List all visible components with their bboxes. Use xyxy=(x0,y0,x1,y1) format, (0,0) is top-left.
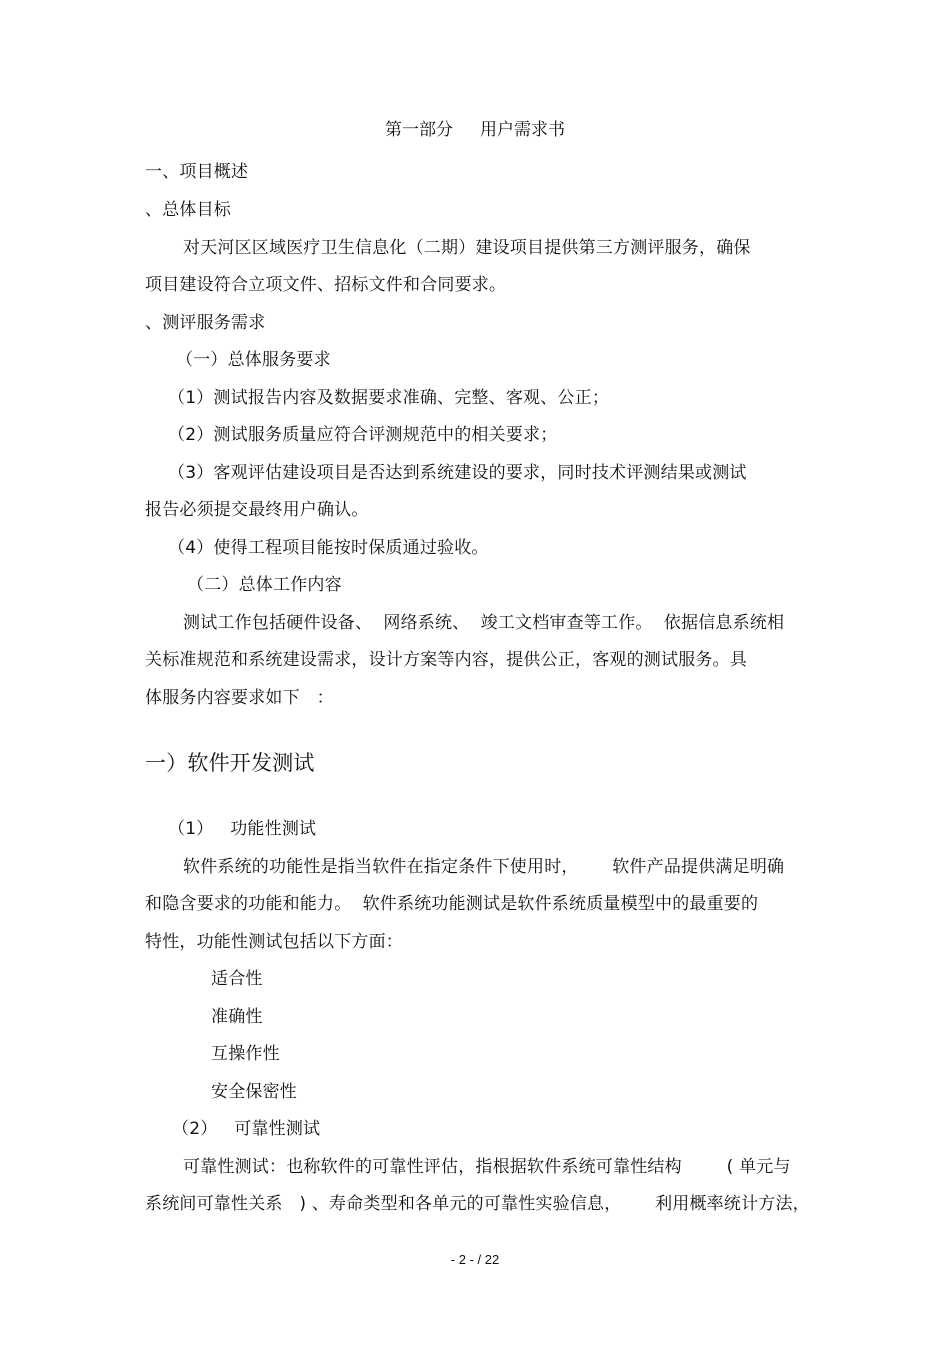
page-number: - 2 - / 22 xyxy=(450,1252,500,1267)
list-item: （2）测试服务质量应符合评测规范中的相关要求； xyxy=(168,425,558,445)
list-item: （3）客观评估建设项目是否达到系统建设的要求，同时技术评测结果或测试 xyxy=(168,463,747,483)
list-item: 互操作性 xyxy=(211,1044,280,1064)
list-item: （4）使得工程项目能按时保质通过验收。 xyxy=(168,538,489,558)
list-item: （1）测试报告内容及数据要求准确、完整、客观、公正； xyxy=(168,388,610,408)
list-item: 适合性 xyxy=(211,969,263,989)
heading-evaluation-needs: 、测评服务需求 xyxy=(145,313,266,333)
paragraph-line: 体服务内容要求如下 ： xyxy=(145,688,334,708)
subheading-work-content: （二）总体工作内容 xyxy=(187,575,342,595)
paragraph-line: 对天河区区域医疗卫生信息化（二期）建设项目提供第三方测评服务，确保 xyxy=(183,238,751,258)
subsection-heading-reliability: （2） 可靠性测试 xyxy=(172,1119,321,1139)
paragraph-line: 和隐含要求的功能和能力。 软件系统功能测试是软件系统质量模型中的最重要的 xyxy=(145,894,759,914)
page-title: 第一部分 用户需求书 xyxy=(384,120,566,140)
paragraph-line: 测试工作包括硬件设备、 网络系统、 竣工文档审查等工作。 依据信息系统相 xyxy=(183,613,785,633)
paragraph-line: 软件系统的功能性是指当软件在指定条件下使用时， 软件产品提供满足明确 xyxy=(183,857,785,877)
list-item: 安全保密性 xyxy=(211,1082,297,1102)
paragraph-line: 关标准规范和系统建设需求，设计方案等内容，提供公正，客观的测试服务。具 xyxy=(145,650,747,670)
subheading-overall-service: （一）总体服务要求 xyxy=(176,350,331,370)
list-item-continuation: 报告必须提交最终用户确认。 xyxy=(145,500,369,520)
section-heading-software-testing: 一）软件开发测试 xyxy=(145,751,315,775)
paragraph-line: 系统间可靠性关系 ) 、寿命类型和各单元的可靠性实验信息， 利用概率统计方法， xyxy=(145,1194,810,1214)
paragraph-line: 项目建设符合立项文件、招标文件和合同要求。 xyxy=(145,275,507,295)
paragraph-line: 可靠性测试：也称软件的可靠性评估，指根据软件系统可靠性结构 ( 单元与 xyxy=(183,1157,791,1177)
heading-project-overview: 一、项目概述 xyxy=(145,162,249,182)
subsection-heading-functionality: （1） 功能性测试 xyxy=(168,819,317,839)
heading-overall-goal: 、总体目标 xyxy=(145,200,231,220)
paragraph-line: 特性，功能性测试包括以下方面： xyxy=(145,932,403,952)
list-item: 准确性 xyxy=(211,1007,263,1027)
